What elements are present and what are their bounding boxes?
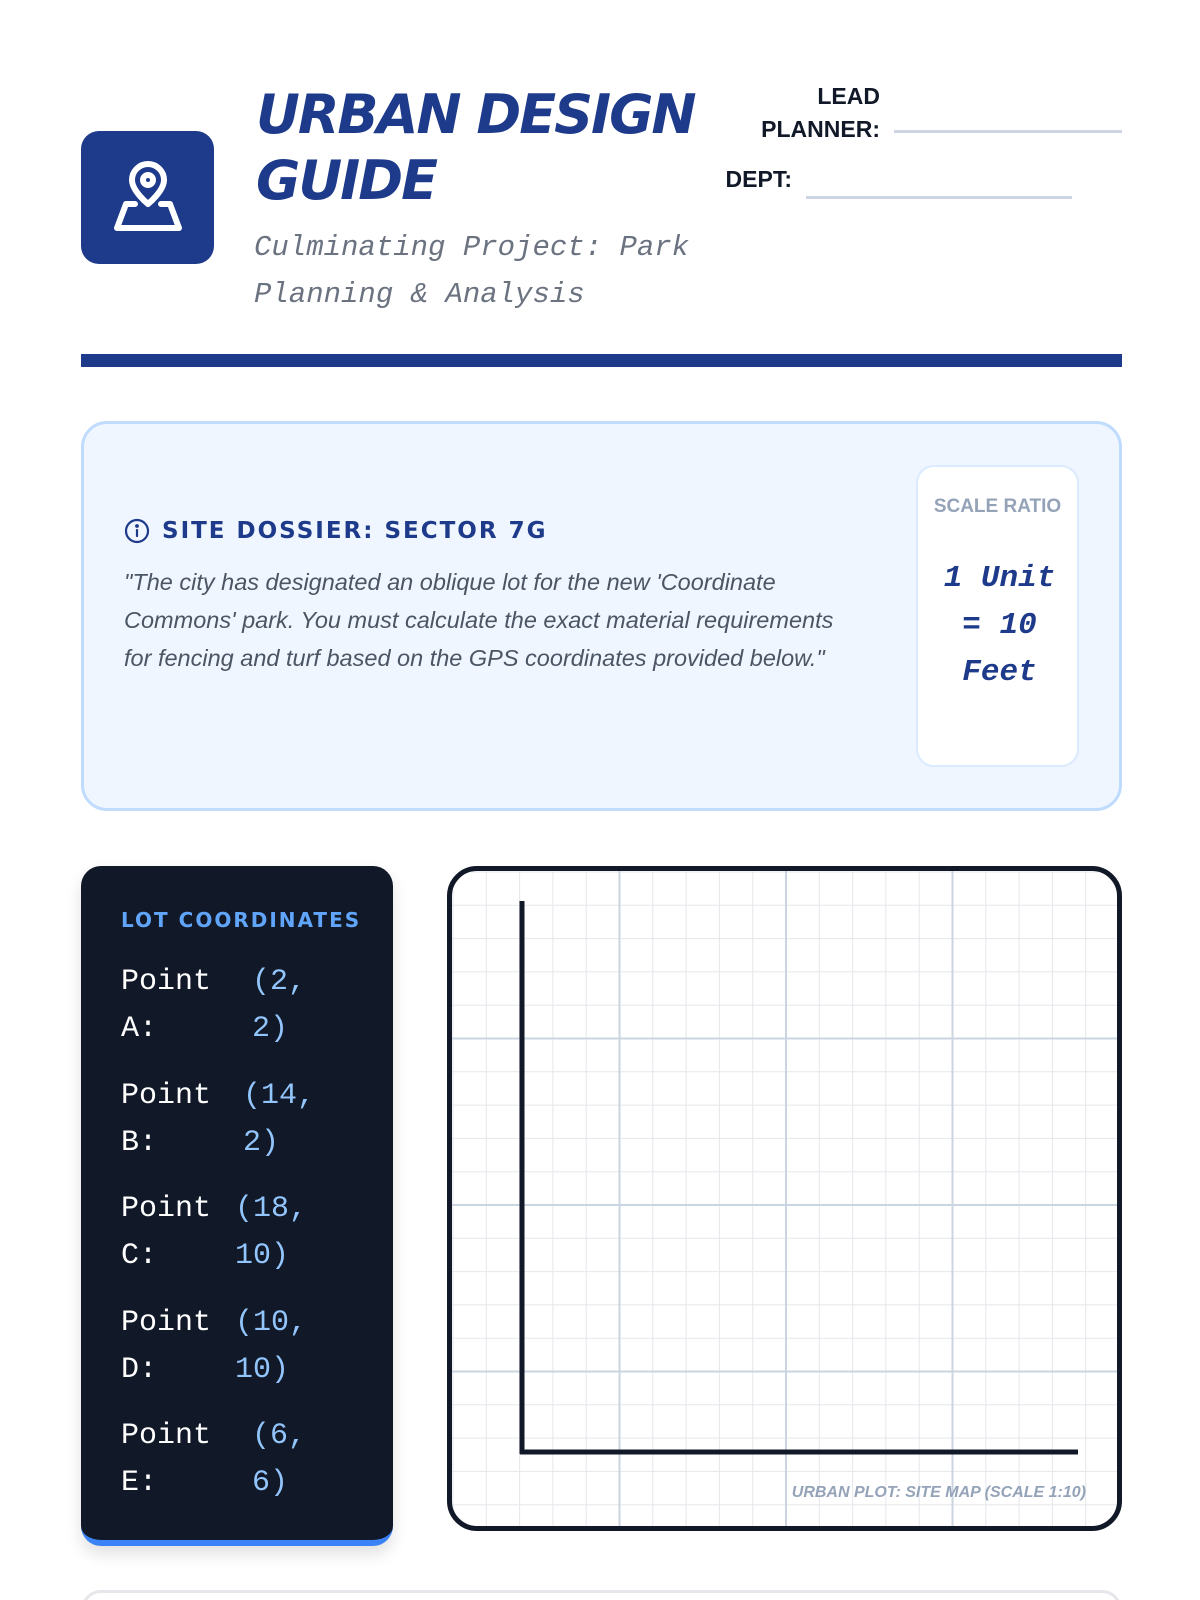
dept-label: DEPT:	[725, 166, 792, 192]
point-value: (6, 6)	[252, 1419, 307, 1500]
dossier-heading	[124, 518, 547, 544]
page-subtitle: Culminating Project: Park Planning & Analysis	[254, 231, 690, 311]
info-icon	[124, 518, 150, 544]
plot-caption: URBAN PLOT: SITE MAP (SCALE 1:10)	[791, 1484, 1086, 1501]
site-map-grid	[452, 871, 1117, 1526]
header-divider	[81, 354, 1122, 367]
map-pin-icon	[108, 158, 188, 238]
point-label: Point E:	[121, 1419, 212, 1500]
point-value: (14, 2)	[243, 1079, 316, 1160]
lot-coordinates-panel	[81, 866, 393, 1546]
point-value: (10, 10)	[235, 1306, 308, 1387]
scale-ratio-card	[916, 465, 1079, 767]
dept-field[interactable]	[806, 196, 1072, 199]
lead-planner-label: LEAD PLANNER:	[761, 83, 880, 142]
point-value: (2, 2)	[252, 965, 307, 1046]
scale-ratio-label: SCALE RATIO	[933, 496, 1062, 517]
dossier-description: "The city has designated an oblique lot for the new 'Coordinate Commons' park. You must calculate the exact material requirements for fencing and turf based on the GPS coordinates provided below."	[124, 569, 834, 671]
point-label: Point D:	[121, 1306, 212, 1387]
site-map-plot[interactable]	[447, 866, 1122, 1531]
scale-ratio-value: 1 Unit = 10 Feet	[943, 561, 1056, 690]
point-label: Point B:	[121, 1079, 212, 1160]
point-label: Point A:	[121, 965, 212, 1046]
dossier-title: SITE DOSSIER: SECTOR 7G	[162, 518, 548, 544]
point-value: (18, 10)	[235, 1192, 308, 1273]
point-label: Point C:	[121, 1192, 212, 1273]
next-section-card	[81, 1590, 1122, 1600]
lead-planner-field[interactable]	[894, 130, 1122, 133]
lot-coordinates-title: LOT COORDINATES	[121, 908, 362, 932]
page-title: URBAN DESIGN GUIDE	[256, 83, 695, 212]
logo-badge	[81, 131, 214, 264]
